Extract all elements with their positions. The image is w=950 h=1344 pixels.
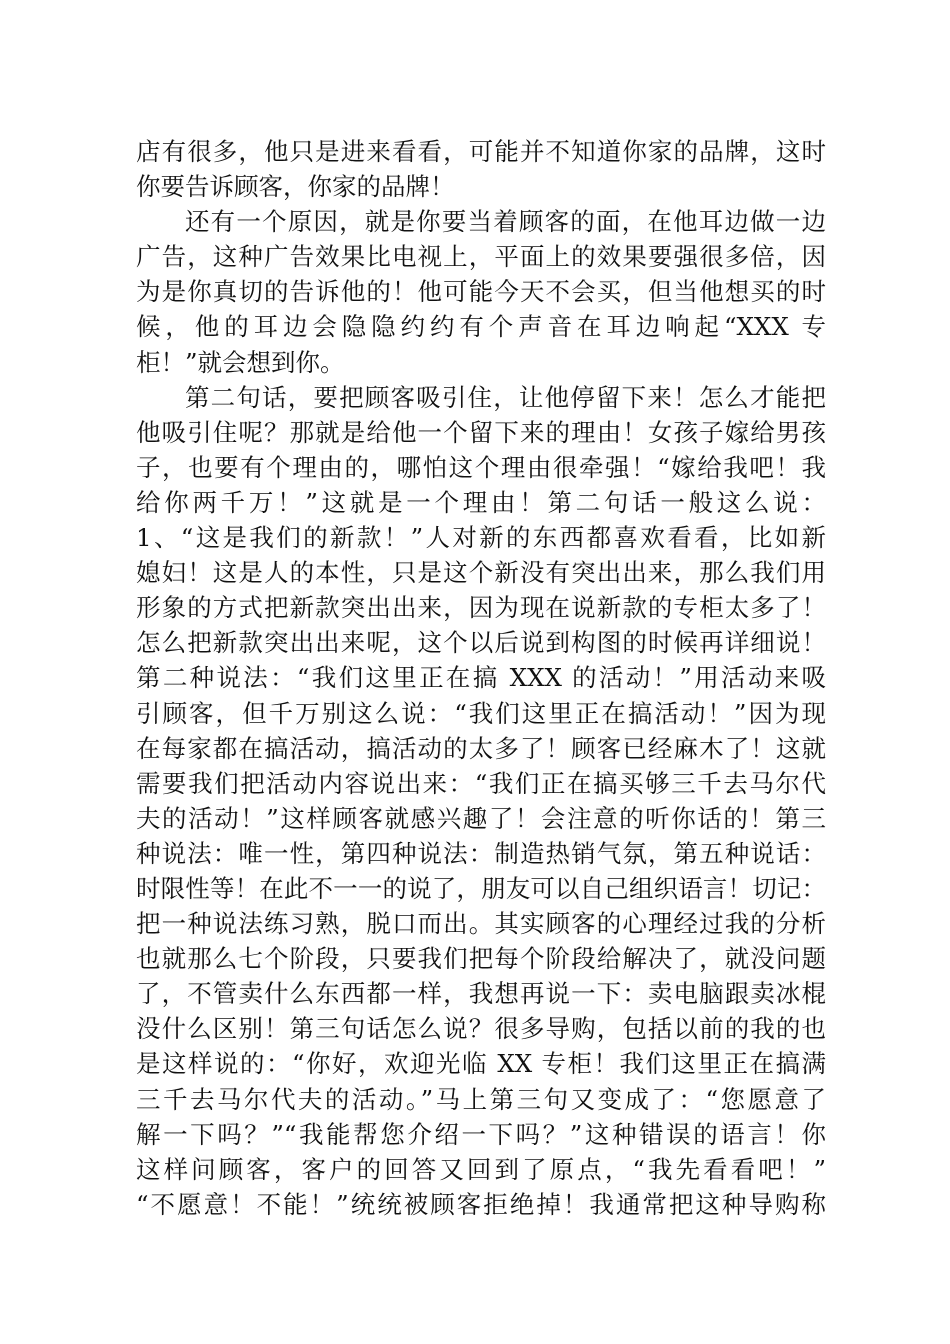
text-line: 把一种说法练习熟，脱口而出。其实顾客的心理经过我的分析 [136,909,826,939]
text-line: 夫的活动！”这样顾客就感兴趣了！会注意的听你话的！第三 [136,803,826,833]
text-line: 还有一个原因，就是你要当着顾客的面，在他耳边做一边 [185,207,826,237]
text-line: 也就那么七个阶段，只要我们把每个阶段给解决了，就没问题 [136,944,826,974]
text-line: 三千去马尔代夫的活动。”马上第三句又变成了：“您愿意了 [136,1084,826,1114]
text-line: 你要告诉顾客，你家的品牌！ [136,172,455,202]
text-line: 在每家都在搞活动，搞活动的太多了！顾客已经麻木了！这就 [136,733,826,763]
text-line: 媳妇！这是人的本性，只是这个新没有突出出来，那么我们用 [136,558,826,588]
text-line: 给你两千万！”这就是一个理由！第二句话一般这么说： [136,487,826,517]
text-line: 柜！”就会想到你。 [136,347,345,377]
text-line: “不愿意！不能！”统统被顾客拒绝掉！我通常把这种导购称 [136,1189,826,1219]
text-line: 他吸引住呢？那就是给他一个留下来的理由！女孩子嫁给男孩 [136,417,826,447]
text-line: 广告，这种广告效果比电视上，平面上的效果要强很多倍，因 [136,242,826,272]
text-line: 候，他的耳边会隐隐约约有个声音在耳边响起“XXX 专 [136,312,826,342]
text-line: 种说法：唯一性，第四种说法：制造热销气氛，第五种说话： [136,838,826,868]
text-line: 没什么区别！第三句话怎么说？很多导购，包括以前的我的也 [136,1014,826,1044]
text-line: 是这样说的：“你好，欢迎光临 XX 专柜！我们这里正在搞满 [136,1049,826,1079]
text-line: 需要我们把活动内容说出来：“我们正在搞买够三千去马尔代 [136,768,826,798]
text-line: 店有很多，他只是进来看看，可能并不知道你家的品牌，这时 [136,137,826,166]
text-line: 了，不管卖什么东西都一样，我想再说一下：卖电脑跟卖冰棍 [136,979,826,1009]
text-line: 1、“这是我们的新款！”人对新的东西都喜欢看看，比如新 [136,523,826,553]
text-line: 这样问顾客，客户的回答又回到了原点，“我先看看吧！” [136,1154,826,1184]
text-line: 第二种说法：“我们这里正在搞 XXX 的活动！”用活动来吸 [136,663,826,693]
text-line: 第二句话，要把顾客吸引住，让他停留下来！怎么才能把 [185,382,826,412]
text-line: 时限性等！在此不一一的说了，朋友可以自己组织语言！切记： [136,873,826,903]
text-line: 为是你真切的告诉他的！他可能今天不会买，但当他想买的时 [136,277,826,307]
text-line: 怎么把新款突出出来呢，这个以后说到构图的时候再详细说！ [136,628,826,658]
text-line: 引顾客，但千万别这么说：“我们这里正在搞活动！”因为现 [136,698,826,728]
body-text [136,134,826,1222]
text-line: 子，也要有个理由的，哪怕这个理由很牵强！“嫁给我吧！我 [136,452,826,482]
text-line: 形象的方式把新款突出出来，因为现在说新款的专柜太多了！ [136,593,826,623]
text-line: 解一下吗？”“我能帮您介绍一下吗？”这种错误的语言！你 [136,1119,826,1149]
